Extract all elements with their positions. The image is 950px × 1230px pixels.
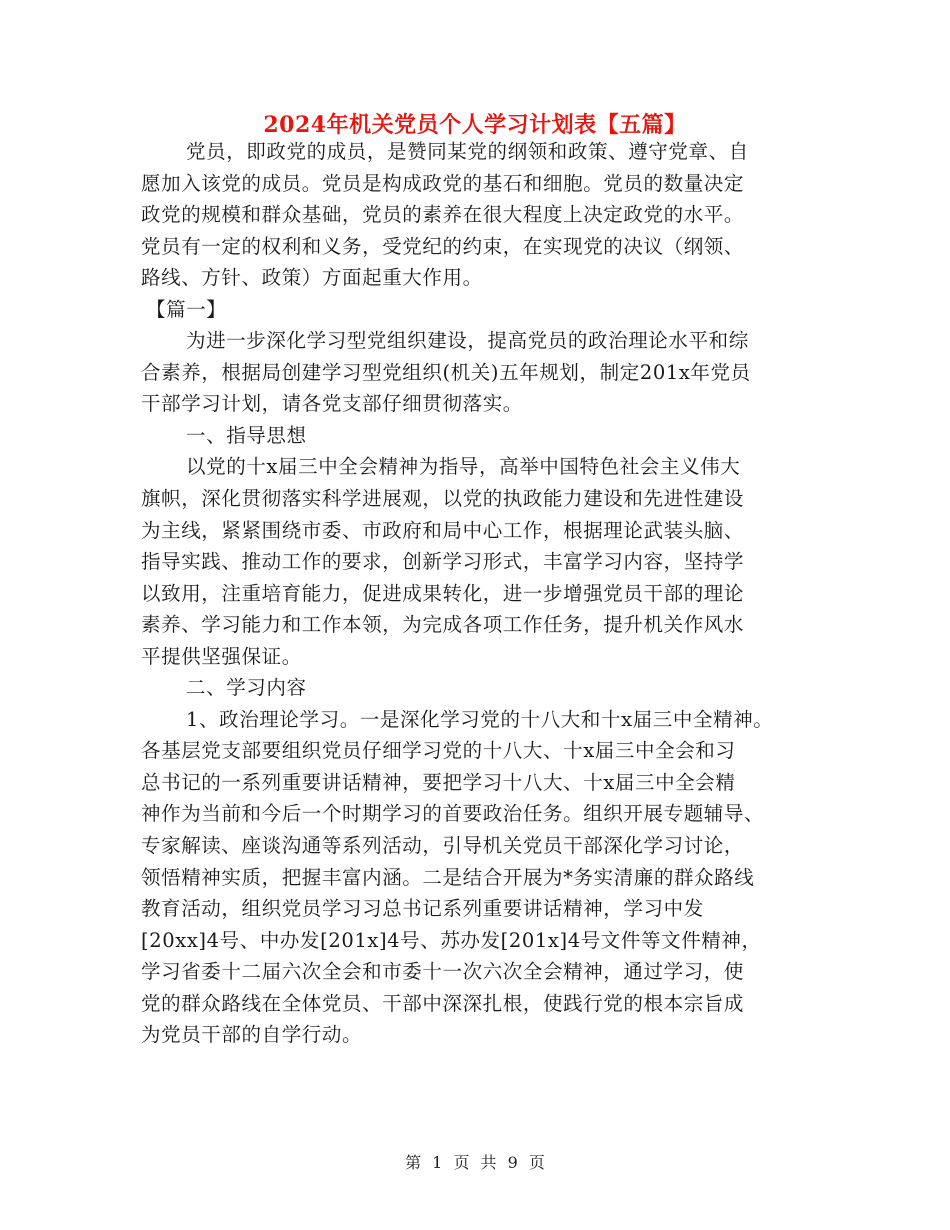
paragraph-line: 为党员干部的自学行动。 [141,1023,363,1047]
paragraph-line: 以党的十x届三中全会精神为指导，高举中国特色社会主义伟大 [186,455,741,479]
paragraph-line: 为进一步深化学习型党组织建设，提高党员的政治理论水平和综 [186,329,749,353]
paragraph-line: 学习省委十二届六次全会和市委十一次六次全会精神，通过学习，使 [141,960,745,984]
paragraph-line: 党员有一定的权利和义务，受党纪的约束，在实现党的决议（纲领、 [141,234,745,258]
paragraph-line: 政党的规模和群众基础，党员的素养在很大程度上决定政党的水平。 [141,203,745,227]
paragraph-line: 指导实践、推动工作的要求，创新学习形式，丰富学习内容，坚持学 [141,550,745,574]
section-heading-part-one: 【篇一】 [146,297,227,321]
page-footer: 第 1 页 共 9 页 [405,1153,545,1172]
paragraph-line: 总书记的一系列重要讲话精神，要把学习十八大、十x届三中全会精 [141,770,736,794]
paragraph-line: 旗帜，深化贯彻落实科学进展观，以党的执政能力建设和先进性建设 [141,487,745,511]
paragraph-line: 教育活动，组织党员学习习总书记系列重要讲话精神，学习中发 [141,897,704,921]
section-heading-guiding-thought: 一、指导思想 [186,423,307,447]
section-heading-study-content: 二、学习内容 [186,676,307,700]
paragraph-line: 路线、方针、政策）方面起重大作用。 [141,266,483,290]
document-body [141,136,831,1051]
paragraph-line: 以致用，注重培育能力，促进成果转化，进一步增强党员干部的理论 [141,581,745,605]
paragraph-line: 党员，即政党的成员，是赞同某党的纲领和政策、遵守党章、自 [186,140,749,163]
paragraph-line: 1、政治理论学习。一是深化学习党的十八大和十x届三中全精神。 [186,707,774,731]
paragraph-line: 平提供坚强保证。 [141,644,302,668]
paragraph-line: 专家解读、座谈沟通等系列活动，引导机关党员干部深化学习讨论， [141,834,745,858]
paragraph-line: 各基层党支部要组织党员仔细学习党的十八大、十x届三中全会和习 [141,739,736,763]
paragraph-line: 愿加入该党的成员。党员是构成政党的基石和细胞。党员的数量决定 [141,171,745,195]
paragraph-line: 神作为当前和今后一个时期学习的首要政治任务。组织开展专题辅导、 [141,802,765,826]
paragraph-line: 领悟精神实质，把握丰富内涵。二是结合开展为*务实清廉的群众路线 [141,865,755,889]
paragraph-line: 干部学习计划，请各党支部仔细贯彻落实。 [141,392,523,416]
paragraph-line: 合素养，根据局创建学习型党组织(机关)五年规划，制定201x年党员 [141,360,751,384]
paragraph-line: 素养、学习能力和工作本领，为完成各项工作任务，提升机关作风水 [141,613,745,637]
document-title: 2024年机关党员个人学习计划表【五篇】 [263,112,687,138]
paragraph-line: 党的群众路线在全体党员、干部中深深扎根，使践行党的根本宗旨成 [141,991,745,1015]
paragraph-line: [20xx]4号、中办发[201x]4号、苏办发[201x]4号文件等文件精神， [141,928,762,952]
paragraph-line: 为主线，紧紧围绕市委、市政府和局中心工作，根据理论武装头脑、 [141,518,745,542]
